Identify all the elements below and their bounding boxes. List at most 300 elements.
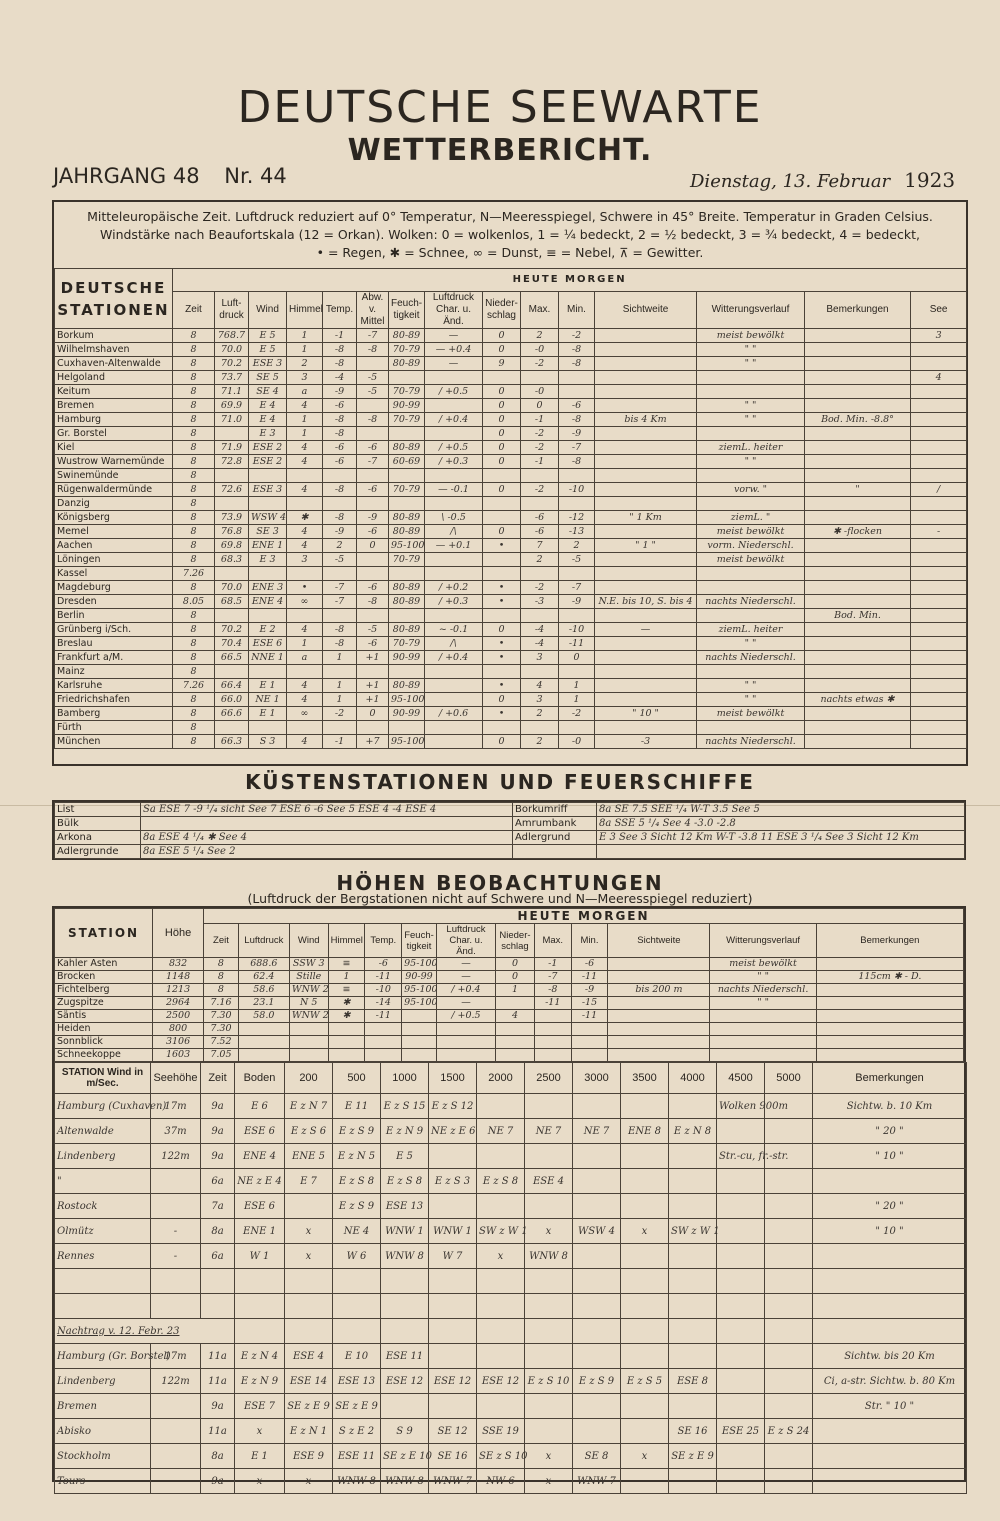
mountain-cell: 1213 (153, 984, 204, 997)
wind-station-name: Rostock (55, 1194, 151, 1219)
station-cell: 8 (173, 413, 215, 427)
station-cell: • (483, 679, 521, 693)
station-cell (357, 567, 389, 581)
wind-cell: W 6 (333, 1244, 381, 1269)
wind-cell (717, 1244, 765, 1269)
station-cell: meist bewölkt (697, 553, 805, 567)
station-cell: vorw. " (697, 483, 805, 497)
station-name: Kassel (55, 567, 173, 581)
station-name: Löningen (55, 553, 173, 567)
station-cell (911, 637, 967, 651)
station-cell: 4 (287, 693, 323, 707)
station-row (55, 679, 967, 693)
station-cell (357, 497, 389, 511)
station-cell (559, 665, 595, 679)
station-row (55, 357, 967, 371)
station-cell: -8 (323, 623, 357, 637)
station-row (55, 581, 967, 595)
station-cell: 4 (287, 525, 323, 539)
station-cell (805, 553, 911, 567)
coast-obs: 8a ESE 5 ¹/₄ See 2 (141, 845, 513, 859)
wind-cell (525, 1269, 573, 1294)
station-cell: 1 (287, 637, 323, 651)
station-cell: -2 (559, 707, 595, 721)
wind-cell: E z S 12 (429, 1094, 477, 1119)
station-cell: -9 (357, 511, 389, 525)
wind-cell (765, 1344, 813, 1369)
hohen-col-header: Wind (289, 924, 328, 958)
station-cell: 2 (521, 707, 559, 721)
station-name: Bamberg (55, 707, 173, 721)
station-cell: 8 (173, 357, 215, 371)
wind-col-header: 4500 (717, 1063, 765, 1094)
wind-cell (621, 1169, 669, 1194)
mountain-cell: 1148 (153, 971, 204, 984)
station-cell: -3 (521, 595, 559, 609)
page-subtitle: WETTERBERICHT. (347, 133, 653, 168)
mountain-cell: 8 (204, 971, 239, 984)
wind-cell (573, 1294, 621, 1319)
station-cell (595, 665, 697, 679)
station-name: Frankfurt a/M. (55, 651, 173, 665)
station-cell: ESE 3 (249, 357, 287, 371)
wind-cell (477, 1194, 525, 1219)
wind-cell (429, 1344, 477, 1369)
station-cell: 70-79 (389, 553, 425, 567)
station-cell (425, 553, 483, 567)
station-cell: -7 (357, 329, 389, 343)
wind-col-header: 3500 (621, 1063, 669, 1094)
station-cell: /\ (425, 637, 483, 651)
station-cell (805, 721, 911, 735)
station-cell (287, 469, 323, 483)
wind-station-name: Stockholm (55, 1444, 151, 1469)
wind-cell (765, 1369, 813, 1394)
mountain-cell (608, 971, 710, 984)
wind-cell: E z S 24 (765, 1419, 813, 1444)
station-cell (911, 553, 967, 567)
station-cell (697, 385, 805, 399)
wind-cell: S 9 (381, 1419, 429, 1444)
wind-cell (525, 1144, 573, 1169)
hohen-col-header: Himmel (328, 924, 365, 958)
upper-wind-row (55, 1294, 967, 1319)
wind-cell (573, 1094, 621, 1119)
wind-cell: 122m (151, 1369, 201, 1394)
station-cell (249, 497, 287, 511)
station-cell (287, 497, 323, 511)
station-cell: 70-79 (389, 343, 425, 357)
wind-station-name: " (55, 1169, 151, 1194)
mountain-cell (816, 984, 963, 997)
wind-cell: E 10 (333, 1344, 381, 1369)
station-name: Grünberg i/Sch. (55, 623, 173, 637)
station-cell: -2 (521, 441, 559, 455)
station-cell: -2 (559, 329, 595, 343)
wind-cell: WNW 1 (381, 1219, 429, 1244)
wind-col-header: Seehöhe (151, 1063, 201, 1094)
wind-cell: E z S 3 (429, 1169, 477, 1194)
wind-cell: E z S 10 (525, 1369, 573, 1394)
station-cell: 4 (287, 399, 323, 413)
station-cell: 80-89 (389, 623, 425, 637)
station-cell (595, 469, 697, 483)
wind-cell (381, 1294, 429, 1319)
station-cell: -2 (521, 581, 559, 595)
wind-cell: 9a (201, 1394, 235, 1419)
wind-col-header: 2500 (525, 1063, 573, 1094)
station-cell (697, 609, 805, 623)
main-col-header: Temp. (323, 292, 357, 329)
station-cell: E 2 (249, 623, 287, 637)
wind-cell: Sichtw. b. 10 Km (813, 1094, 967, 1119)
nachtrag-empty-cell (429, 1319, 477, 1344)
station-row (55, 525, 967, 539)
wind-cell: E z S 6 (285, 1119, 333, 1144)
mountain-cell (608, 1036, 710, 1049)
corner-header: DEUTSCHE STATIONEN (55, 269, 173, 329)
mountain-cell: 8 (204, 958, 239, 971)
main-report-box (52, 200, 968, 766)
station-cell: 1 (287, 413, 323, 427)
mountain-cell: 1603 (153, 1049, 204, 1062)
wind-cell: E z N 8 (669, 1119, 717, 1144)
wind-cell (573, 1169, 621, 1194)
station-cell (559, 721, 595, 735)
coast-row (55, 845, 965, 859)
station-cell: -1 (323, 735, 357, 749)
station-cell (483, 609, 521, 623)
wind-cell: Ci, a-str. Sichtw. b. 80 Km (813, 1369, 967, 1394)
station-cell: -8 (323, 427, 357, 441)
hohen-col-header: Max. (534, 924, 571, 958)
mountain-cell: — (436, 997, 495, 1010)
mountain-cell: 2964 (153, 997, 204, 1010)
wind-cell (765, 1469, 813, 1494)
wind-cell: W 1 (235, 1244, 285, 1269)
station-cell: -8 (323, 637, 357, 651)
station-cell: 70-79 (389, 413, 425, 427)
station-cell: 8 (173, 441, 215, 455)
station-cell: +1 (357, 651, 389, 665)
hohen-col-header: Luftdruck (238, 924, 289, 958)
station-row (55, 567, 967, 581)
mountain-cell: 7.16 (204, 997, 239, 1010)
station-cell: 8 (173, 609, 215, 623)
station-cell: 95-100 (389, 735, 425, 749)
station-cell: 8 (173, 553, 215, 567)
station-cell (805, 441, 911, 455)
wind-cell (525, 1194, 573, 1219)
main-col-header: Nieder-schlag (483, 292, 521, 329)
station-cell: vorm. Niederschl. (697, 539, 805, 553)
station-cell: NE 1 (249, 693, 287, 707)
station-row (55, 637, 967, 651)
station-cell: -0 (521, 385, 559, 399)
station-cell: 80-89 (389, 525, 425, 539)
station-cell: /\ (425, 525, 483, 539)
wind-cell (813, 1444, 967, 1469)
mountain-cell (238, 1049, 289, 1062)
wind-col-header: 4000 (669, 1063, 717, 1094)
mountain-cell: -6 (365, 958, 402, 971)
mountain-cell (238, 1036, 289, 1049)
station-row (55, 371, 967, 385)
wind-cell: E 11 (333, 1094, 381, 1119)
station-cell (805, 371, 911, 385)
mountain-cell (328, 1023, 365, 1036)
station-cell: 4 (287, 455, 323, 469)
wind-cell: x (285, 1469, 333, 1494)
nachtrag-empty-cell (621, 1319, 669, 1344)
station-cell: -2 (323, 707, 357, 721)
station-cell: 68.3 (215, 553, 249, 567)
station-cell: 0 (483, 623, 521, 637)
wind-cell: WNW 7 (573, 1469, 621, 1494)
station-cell: • (483, 539, 521, 553)
station-cell (805, 357, 911, 371)
station-cell: 8 (173, 707, 215, 721)
wind-cell (717, 1169, 765, 1194)
legend-line-2: Windstärke nach Beaufortskala (12 = Orkan). Wolken: 0 = wolkenlos, 1 = ¼ bedeckt, 2 = ½ bedeckt, 3 = ¾ bedeckt, 4 = bedeckt, (100, 227, 920, 242)
wind-cell: x (621, 1444, 669, 1469)
station-cell: • (483, 707, 521, 721)
station-cell (697, 371, 805, 385)
mountain-cell: 1 (328, 971, 365, 984)
station-cell: 4 (287, 483, 323, 497)
mountain-cell: -7 (534, 971, 571, 984)
wind-cell: 122m (151, 1144, 201, 1169)
station-cell: / +0.4 (425, 651, 483, 665)
coast-station-name: Amrumbank (513, 817, 597, 831)
mountain-cell (238, 1023, 289, 1036)
station-cell: 0 (357, 707, 389, 721)
station-cell: 0 (483, 483, 521, 497)
station-cell: 70.2 (215, 623, 249, 637)
station-cell (425, 735, 483, 749)
station-cell: -8 (559, 455, 595, 469)
station-cell (911, 609, 967, 623)
mountain-cell: -14 (365, 997, 402, 1010)
station-cell: ∞ (287, 707, 323, 721)
mountain-cell: 62.4 (238, 971, 289, 984)
station-cell (425, 469, 483, 483)
mountain-cell: ≡ (328, 984, 365, 997)
wind-cell (621, 1469, 669, 1494)
station-row (55, 623, 967, 637)
wind-cell (525, 1419, 573, 1444)
mountain-cell: 1 (496, 984, 535, 997)
wind-cell: 6a (201, 1169, 235, 1194)
station-cell (521, 665, 559, 679)
station-cell: / +0.5 (425, 385, 483, 399)
wind-cell (151, 1169, 201, 1194)
station-cell: -6 (357, 581, 389, 595)
wind-cell: E z N 9 (381, 1119, 429, 1144)
station-cell: 68.5 (215, 595, 249, 609)
station-cell (697, 469, 805, 483)
wind-cell (573, 1419, 621, 1444)
coast-obs: Sa ESE 7 -9 ¹/₄ sicht See 7 ESE 6 -6 See 5 ESE 4 -4 ESE 4 (141, 803, 513, 817)
station-cell: -8 (559, 343, 595, 357)
station-cell (389, 609, 425, 623)
station-cell: — +0.4 (425, 343, 483, 357)
wind-cell (477, 1344, 525, 1369)
station-cell (595, 455, 697, 469)
mountain-cell (402, 1023, 437, 1036)
station-cell (595, 581, 697, 595)
wind-cell (765, 1219, 813, 1244)
wind-cell (765, 1119, 813, 1144)
mountain-cell (608, 997, 710, 1010)
station-cell: 1 (287, 343, 323, 357)
station-cell: ziemL. " (697, 511, 805, 525)
station-cell: 66.0 (215, 693, 249, 707)
wind-cell: - (151, 1219, 201, 1244)
station-name: Helgoland (55, 371, 173, 385)
station-cell: " " (697, 637, 805, 651)
mountain-cell: meist bewölkt (710, 958, 816, 971)
station-cell (911, 679, 967, 693)
station-cell: 2 (559, 539, 595, 553)
station-cell (425, 679, 483, 693)
wind-cell (717, 1394, 765, 1419)
station-cell: ∞ (287, 595, 323, 609)
station-cell (805, 455, 911, 469)
station-cell: -9 (559, 595, 595, 609)
main-col-header: Luft-druck (215, 292, 249, 329)
upper-wind-row (55, 1244, 967, 1269)
coast-row (55, 817, 965, 831)
main-col-header: Himmel (287, 292, 323, 329)
hohen-col-header: Zeit (204, 924, 239, 958)
hohen-col-header: Witterungsverlauf (710, 924, 816, 958)
station-cell: a (287, 651, 323, 665)
station-cell (287, 609, 323, 623)
station-cell: 90-99 (389, 651, 425, 665)
wind-cell: x (235, 1469, 285, 1494)
station-name: Magdeburg (55, 581, 173, 595)
mountain-cell (289, 1049, 328, 1062)
hohen-col-header: Min. (571, 924, 608, 958)
nachtrag-empty-cell (765, 1319, 813, 1344)
wind-cell (573, 1244, 621, 1269)
station-cell: -0 (559, 735, 595, 749)
wind-cell: " 20 " (813, 1194, 967, 1219)
station-cell: " (805, 483, 911, 497)
station-cell: 3 (287, 553, 323, 567)
station-name: München (55, 735, 173, 749)
station-cell (911, 665, 967, 679)
wind-cell (717, 1369, 765, 1394)
mountain-cell: 800 (153, 1023, 204, 1036)
wind-cell (669, 1294, 717, 1319)
wind-station-name: Lindenberg (55, 1369, 151, 1394)
station-cell (911, 441, 967, 455)
mountain-cell (816, 1010, 963, 1023)
station-cell: ESE 2 (249, 441, 287, 455)
wind-cell (429, 1194, 477, 1219)
wind-col-header: 500 (333, 1063, 381, 1094)
station-cell: 2 (287, 357, 323, 371)
station-row (55, 735, 967, 749)
wind-cell (573, 1194, 621, 1219)
station-cell: 4 (287, 679, 323, 693)
wind-cell: - (151, 1244, 201, 1269)
station-cell: -13 (559, 525, 595, 539)
station-cell: 0 (483, 441, 521, 455)
main-col-header: Wind (249, 292, 287, 329)
wind-cell: 17m (151, 1094, 201, 1119)
coast-station-name: Adlergrunde (55, 845, 141, 859)
wind-cell: E z N 9 (235, 1369, 285, 1394)
station-cell (483, 371, 521, 385)
coast-obs: E 3 See 3 Sicht 12 Km W-T -3.8 11 ESE 3 ¹/₄ See 3 Sicht 12 Km (597, 831, 965, 845)
station-cell: / +0.6 (425, 707, 483, 721)
station-cell (697, 581, 805, 595)
station-cell (521, 609, 559, 623)
date-text: Dienstag, 13. Februar (690, 171, 891, 192)
station-cell (425, 609, 483, 623)
main-col-header: Min. (559, 292, 595, 329)
station-cell (521, 371, 559, 385)
station-cell: -5 (357, 371, 389, 385)
station-cell: — (425, 357, 483, 371)
wind-cell: ESE 8 (669, 1369, 717, 1394)
hohen-col-header: Feuch-tigkeit (402, 924, 437, 958)
station-cell: 4 (287, 735, 323, 749)
mountain-row (55, 1023, 964, 1036)
mountain-cell: WNW 2 (289, 1010, 328, 1023)
station-cell: / (911, 483, 967, 497)
nachtrag-row (55, 1444, 967, 1469)
station-cell: E 1 (249, 707, 287, 721)
station-cell (595, 427, 697, 441)
issue-number: Nr. 44 (224, 164, 287, 188)
station-cell (805, 329, 911, 343)
station-cell: 8.05 (173, 595, 215, 609)
station-cell: 0 (483, 455, 521, 469)
station-name: Danzig (55, 497, 173, 511)
main-col-header: Abw. v. Mittel (357, 292, 389, 329)
wind-cell: ESE 11 (381, 1344, 429, 1369)
wind-cell (381, 1269, 429, 1294)
station-cell (357, 427, 389, 441)
station-cell (287, 721, 323, 735)
wind-cell (477, 1294, 525, 1319)
station-cell: 9 (483, 357, 521, 371)
station-cell (595, 637, 697, 651)
station-cell: 8 (173, 637, 215, 651)
station-cell: 0 (559, 651, 595, 665)
station-cell (215, 497, 249, 511)
main-col-header: See (911, 292, 967, 329)
station-name: Friedrichshafen (55, 693, 173, 707)
station-cell: 8 (173, 385, 215, 399)
station-cell: 71.9 (215, 441, 249, 455)
wind-col-header: 5000 (765, 1063, 813, 1094)
station-cell: -10 (559, 623, 595, 637)
wind-cell: SSE 19 (477, 1419, 525, 1444)
mountain-name: Zugspitze (55, 997, 153, 1010)
hohen-title: HÖHEN BEOBACHTUNGEN (336, 871, 664, 895)
coast-title: KÜSTENSTATIONEN UND FEUERSCHIFFE (245, 770, 755, 794)
wind-cell: E z N 4 (235, 1344, 285, 1369)
wind-cell (765, 1444, 813, 1469)
nachtrag-empty-cell (573, 1319, 621, 1344)
station-cell (805, 469, 911, 483)
mountain-name: Heiden (55, 1023, 153, 1036)
